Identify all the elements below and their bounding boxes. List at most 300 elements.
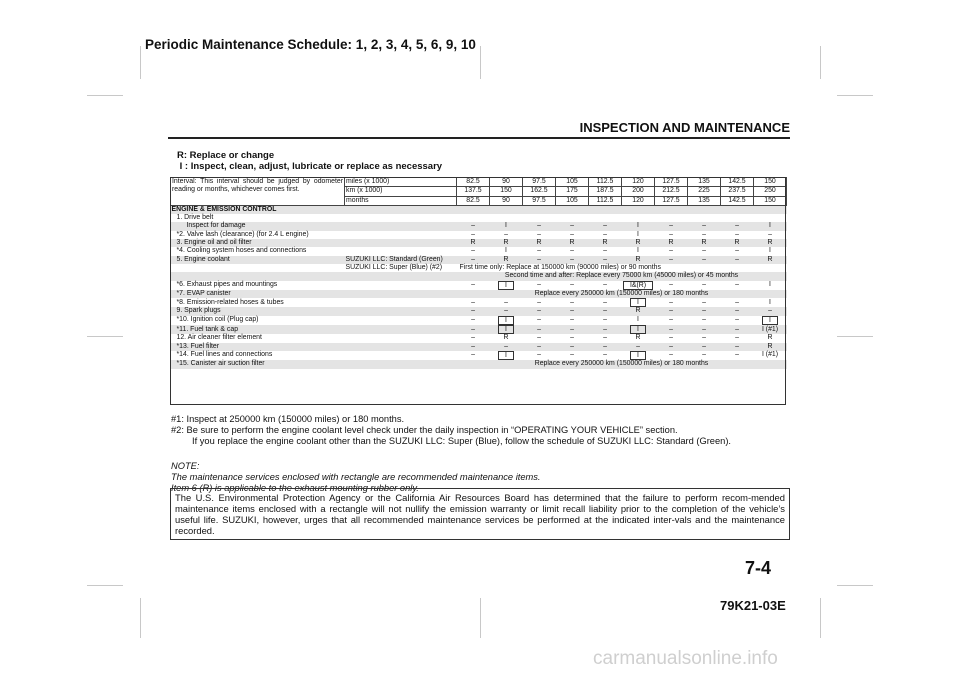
schedule-value: – — [471, 222, 475, 230]
header-cell: 97.5 — [523, 178, 556, 187]
schedule-cell — [655, 256, 688, 264]
table-row — [171, 316, 787, 325]
schedule-cell — [622, 325, 655, 334]
schedule-cell — [490, 325, 523, 334]
schedule-cell — [688, 239, 721, 247]
schedule-value: R — [767, 342, 773, 350]
schedule-cell — [490, 316, 523, 325]
header-cell: 105 — [556, 196, 589, 205]
schedule-value: – — [603, 334, 607, 342]
schedule-value: – — [735, 230, 739, 238]
schedule-cell — [556, 307, 589, 315]
schedule-cell — [688, 351, 721, 360]
schedule-cell — [655, 343, 688, 351]
schedule-value: R — [635, 255, 641, 263]
schedule-cell — [523, 351, 556, 360]
schedule-value: – — [669, 298, 673, 306]
schedule-cell — [622, 316, 655, 325]
schedule-cell — [589, 334, 622, 342]
watermark: carmanualsonline.info — [593, 648, 778, 669]
schedule-cell — [754, 334, 787, 342]
table-row — [171, 290, 787, 298]
schedule-cell — [655, 281, 688, 290]
schedule-value: – — [702, 298, 706, 306]
schedule-value: – — [768, 307, 772, 315]
schedule-cell — [490, 351, 523, 360]
schedule-value: – — [669, 222, 673, 230]
item-label: 12. Air cleaner filter element — [176, 334, 262, 342]
schedule-cell — [523, 239, 556, 247]
table-row — [171, 325, 787, 334]
schedule-value: – — [702, 281, 706, 289]
schedule-cell — [457, 247, 490, 255]
schedule-cell — [622, 256, 655, 264]
schedule-value: – — [471, 230, 475, 238]
schedule-cell — [754, 231, 787, 239]
item-sublabel: SUZUKI LLC: Standard (Green) — [345, 256, 457, 264]
schedule-cell — [688, 307, 721, 315]
schedule-cell — [490, 247, 523, 255]
header-label: miles (x 1000) — [345, 178, 457, 187]
header-cell: 150 — [754, 196, 787, 205]
schedule-cell — [655, 231, 688, 239]
schedule-cell — [457, 231, 490, 239]
schedule-cell — [754, 298, 787, 307]
header-cell: 90 — [490, 178, 523, 187]
schedule-value: – — [669, 351, 673, 359]
item-label: *4. Cooling system hoses and connections — [176, 247, 307, 255]
schedule-value: – — [702, 351, 706, 359]
schedule-value: – — [537, 325, 541, 333]
header-cell: 225 — [688, 187, 721, 196]
table-row — [171, 307, 787, 315]
schedule-cell — [754, 247, 787, 255]
schedule-cell — [457, 239, 490, 247]
schedule-value: – — [471, 247, 475, 255]
section-row — [171, 205, 787, 214]
header-cell: 162.5 — [523, 187, 556, 196]
schedule-value: – — [735, 316, 739, 324]
schedule-value: I — [498, 316, 514, 325]
schedule-cell — [754, 307, 787, 315]
schedule-cell — [754, 281, 787, 290]
schedule-cell — [457, 307, 490, 315]
schedule-cell — [556, 298, 589, 307]
schedule-cell — [655, 222, 688, 230]
item-label: 5. Engine coolant — [171, 256, 345, 264]
schedule-value: I — [498, 325, 514, 334]
schedule-cell — [721, 316, 754, 325]
schedule-cell — [721, 222, 754, 230]
schedule-cell — [589, 307, 622, 315]
item-label: *8. Emission-related hoses & tubes — [176, 298, 284, 306]
schedule-cell — [490, 281, 523, 290]
schedule-value: I — [637, 316, 639, 324]
schedule-cell — [622, 351, 655, 360]
schedule-value: R — [536, 239, 542, 247]
schedule-cell — [556, 222, 589, 230]
schedule-value: R — [734, 239, 740, 247]
schedule-value: – — [471, 298, 475, 306]
schedule-value: I — [630, 298, 646, 307]
schedule-value: – — [537, 316, 541, 324]
header-cell: 137.5 — [457, 187, 490, 196]
item-label: Inspect for damage — [171, 222, 457, 230]
schedule-value: I — [769, 247, 771, 255]
schedule-value: – — [603, 230, 607, 238]
schedule-value: – — [537, 351, 541, 359]
schedule-cell — [589, 281, 622, 290]
schedule-value: – — [669, 316, 673, 324]
schedule-cell — [523, 222, 556, 230]
header-cell: 150 — [754, 178, 787, 187]
item-label: *13. Fuel filter — [171, 343, 457, 351]
schedule-value: – — [603, 298, 607, 306]
schedule-value: – — [702, 307, 706, 315]
schedule-cell — [688, 298, 721, 307]
footnote-2-continued: If you replace the engine coolant other than the SUZUKI LLC: Super (Blue), follow the schedule of SUZUKI LLC: Standard (Green). — [192, 436, 731, 447]
crop-mark — [87, 585, 123, 586]
schedule-value: – — [537, 230, 541, 238]
header-cell: 212.5 — [655, 187, 688, 196]
schedule-cell — [754, 256, 787, 264]
schedule-value: – — [603, 342, 607, 350]
crop-mark — [140, 46, 141, 79]
schedule-cell — [655, 239, 688, 247]
header-cell: 135 — [688, 196, 721, 205]
schedule-value: – — [504, 298, 508, 306]
header-cell: 250 — [754, 187, 787, 196]
schedule-cell — [523, 325, 556, 334]
schedule-value: – — [570, 298, 574, 306]
schedule-cell — [490, 256, 523, 264]
schedule-value: – — [570, 325, 574, 333]
schedule-value: – — [471, 316, 475, 324]
schedule-cell — [523, 298, 556, 307]
item-label: 1. Drive belt — [176, 214, 214, 222]
schedule-cell — [622, 334, 655, 342]
schedule-value: – — [570, 230, 574, 238]
schedule-value: – — [735, 325, 739, 333]
schedule-cell — [457, 222, 490, 230]
schedule-cell — [688, 231, 721, 239]
schedule-value: – — [702, 222, 706, 230]
schedule-value: – — [537, 298, 541, 306]
item-label: 9. Spark plugs — [171, 307, 457, 315]
schedule-value: R — [767, 239, 773, 247]
schedule-value: – — [537, 247, 541, 255]
page-header-title: Periodic Maintenance Schedule: 1, 2, 3, 4, 5, 6, 9, 10 — [145, 37, 476, 52]
header-cell: 175 — [556, 187, 589, 196]
section-title: INSPECTION AND MAINTENANCE — [579, 120, 790, 135]
schedule-cell — [688, 325, 721, 334]
note-line-2: Item 6 (R) is applicable to the exhaust mounting rubber only. — [171, 482, 419, 493]
schedule-cell — [490, 343, 523, 351]
footnotes — [171, 414, 791, 448]
schedule-value: I (#1) — [761, 351, 779, 359]
schedule-value: – — [735, 247, 739, 255]
schedule-cell — [655, 316, 688, 325]
schedule-cell — [523, 247, 556, 255]
header-cell: 97.5 — [523, 196, 556, 205]
schedule-cell — [523, 307, 556, 315]
schedule-cell — [655, 298, 688, 307]
schedule-value: – — [669, 325, 673, 333]
schedule-value: R — [602, 239, 608, 247]
schedule-cell — [523, 256, 556, 264]
schedule-value: I — [505, 222, 507, 230]
footnote-1: #1: Inspect at 250000 km (150000 miles) or 180 months. — [171, 414, 405, 424]
schedule-value: I — [498, 281, 514, 290]
schedule-value: – — [669, 230, 673, 238]
schedule-cell — [490, 334, 523, 342]
schedule-value: I — [637, 247, 639, 255]
schedule-cell — [523, 231, 556, 239]
schedule-cell — [556, 343, 589, 351]
schedule-cell — [622, 247, 655, 255]
schedule-value: – — [735, 351, 739, 359]
schedule-value: – — [702, 334, 706, 342]
item-sublabel: SUZUKI LLC: Super (Blue) (#2) — [345, 263, 443, 271]
schedule-value: – — [537, 281, 541, 289]
item-label: *10. Ignition coil (Plug cap) — [176, 316, 259, 324]
footnote-2: #2: Be sure to perform the engine coolant level check under the daily inspection in “OPERATING YOUR VEHICLE” section. — [171, 425, 678, 436]
crop-mark — [820, 598, 821, 638]
legend — [177, 150, 442, 172]
item-label: *15. Canister air suction filter — [171, 360, 457, 368]
schedule-value: I — [769, 298, 771, 306]
schedule-cell — [556, 316, 589, 325]
crop-mark — [837, 585, 873, 586]
epa-notice-box: The U.S. Environmental Protection Agency or the California Air Resources Board has determined that the failure to perform recom-mended maintenance items enclosed with a rectangle will not nullify the emission warranty or limit recall liability prior to the completion of the vehicle’s useful life. SUZUKI, however, urges that all recommended maintenance services be performed at the indicated inter-vals and the maintenance recorded. — [170, 488, 790, 540]
schedule-value: – — [735, 298, 739, 306]
schedule-value: R — [635, 239, 641, 247]
schedule-cell — [754, 343, 787, 351]
schedule-value: I&(R) — [623, 281, 653, 290]
schedule-value: – — [702, 316, 706, 324]
schedule-value: – — [471, 307, 475, 315]
interval-description: Interval: This interval should be judged by odometer reading or months, whichever comes first. — [171, 178, 345, 206]
schedule-cell — [490, 222, 523, 230]
schedule-cell — [622, 222, 655, 230]
schedule-cell — [490, 307, 523, 315]
schedule-cell — [655, 325, 688, 334]
schedule-value: – — [570, 316, 574, 324]
item-label: *6. Exhaust pipes and mountings — [176, 281, 278, 289]
schedule-cell — [556, 231, 589, 239]
schedule-value: I — [498, 351, 514, 360]
schedule-cell — [457, 316, 490, 325]
schedule-value: – — [570, 281, 574, 289]
schedule-cell — [556, 239, 589, 247]
schedule-value: I — [769, 281, 771, 289]
item-label: *7. EVAP canister — [171, 290, 457, 298]
header-cell: 150 — [490, 187, 523, 196]
schedule-cell — [589, 351, 622, 360]
schedule-cell — [655, 247, 688, 255]
schedule-value: – — [570, 307, 574, 315]
coolant-first-replace: First time only: Replace at 150000 km (90000 miles) or 90 months — [459, 263, 661, 271]
crop-mark — [837, 95, 873, 96]
schedule-value: – — [603, 351, 607, 359]
schedule-value: – — [603, 307, 607, 315]
schedule-value: – — [735, 281, 739, 289]
schedule-value: R — [503, 239, 509, 247]
schedule-cell — [622, 239, 655, 247]
schedule-value: – — [735, 255, 739, 263]
header-cell: 120 — [622, 178, 655, 187]
header-cell: 200 — [622, 187, 655, 196]
section-label: ENGINE & EMISSION CONTROL — [171, 205, 787, 214]
schedule-cell — [721, 343, 754, 351]
schedule-value: – — [603, 281, 607, 289]
schedule-value: – — [768, 230, 772, 238]
schedule-value: – — [570, 342, 574, 350]
header-cell: 237.5 — [721, 187, 754, 196]
item-label: *14. Fuel lines and connections — [176, 351, 273, 359]
schedule-value: – — [702, 325, 706, 333]
header-cell: 82.5 — [457, 178, 490, 187]
schedule-value: – — [702, 230, 706, 238]
schedule-cell — [688, 222, 721, 230]
schedule-value: – — [669, 334, 673, 342]
schedule-value: – — [504, 307, 508, 315]
schedule-value: – — [471, 281, 475, 289]
legend-inspect: I : Inspect, clean, adjust, lubricate or replace as necessary — [177, 161, 443, 172]
schedule-cell — [622, 298, 655, 307]
header-cell: 135 — [688, 178, 721, 187]
schedule-cell — [589, 239, 622, 247]
header-label: months — [345, 196, 457, 205]
schedule-value: – — [471, 255, 475, 263]
header-cell: 127.5 — [655, 178, 688, 187]
crop-mark — [837, 336, 873, 337]
schedule-cell — [589, 222, 622, 230]
schedule-cell — [457, 256, 490, 264]
table-row — [171, 214, 787, 222]
schedule-cell — [556, 334, 589, 342]
schedule-value: – — [537, 307, 541, 315]
page-number: 7-4 — [745, 558, 772, 578]
schedule-cell — [754, 325, 787, 334]
schedule-cell — [523, 334, 556, 342]
schedule-cell — [589, 298, 622, 307]
schedule-cell — [754, 351, 787, 360]
schedule-cell — [490, 239, 523, 247]
schedule-value: R — [767, 334, 773, 342]
schedule-value: – — [735, 334, 739, 342]
schedule-cell — [556, 247, 589, 255]
schedule-cell — [688, 343, 721, 351]
schedule-value: – — [570, 351, 574, 359]
schedule-value: – — [570, 247, 574, 255]
table-row — [171, 239, 787, 247]
schedule-value: – — [570, 255, 574, 263]
table-row — [171, 256, 787, 264]
schedule-cell — [688, 256, 721, 264]
legend-replace: R: Replace or change — [177, 150, 275, 161]
header-cell: 120 — [622, 196, 655, 205]
schedule-value: – — [603, 222, 607, 230]
schedule-cell — [589, 325, 622, 334]
schedule-value: – — [702, 255, 706, 263]
document-code: 79K21-03E — [720, 598, 786, 613]
schedule-cell — [688, 281, 721, 290]
header-cell: 112.5 — [589, 178, 622, 187]
schedule-value: – — [471, 351, 475, 359]
schedule-value: – — [702, 342, 706, 350]
schedule-cell — [622, 307, 655, 315]
schedule-cell — [721, 231, 754, 239]
header-row-miles — [171, 178, 787, 187]
item-label: *2. Valve lash (clearance) (for 2.4 L engine) — [176, 230, 309, 238]
header-cell: 105 — [556, 178, 589, 187]
schedule-value: – — [735, 342, 739, 350]
schedule-value: I — [637, 222, 639, 230]
header-cell: 187.5 — [589, 187, 622, 196]
header-cell: 90 — [490, 196, 523, 205]
schedule-value: R — [635, 307, 641, 315]
schedule-value: I — [630, 325, 646, 334]
table-row — [171, 343, 787, 351]
schedule-cell — [721, 298, 754, 307]
schedule-value: – — [504, 230, 508, 238]
schedule-value: – — [537, 334, 541, 342]
schedule-cell — [754, 239, 787, 247]
schedule-value: I — [630, 351, 646, 360]
crop-mark — [87, 95, 123, 96]
header-rule — [168, 137, 790, 139]
header-cell: 127.5 — [655, 196, 688, 205]
schedule-cell — [589, 316, 622, 325]
schedule-value: – — [603, 316, 607, 324]
table-row — [171, 298, 787, 307]
schedule-value: – — [471, 342, 475, 350]
schedule-cell — [589, 247, 622, 255]
schedule-cell — [721, 325, 754, 334]
schedule-cell — [523, 316, 556, 325]
schedule-cell — [457, 281, 490, 290]
schedule-value: I — [637, 230, 639, 238]
schedule-value: I — [762, 316, 778, 325]
table-row — [171, 264, 787, 272]
schedule-cell — [622, 231, 655, 239]
table-row — [171, 247, 787, 255]
schedule-value: R — [668, 239, 674, 247]
schedule-value: – — [735, 222, 739, 230]
schedule-cell — [721, 281, 754, 290]
schedule-value: R — [701, 239, 707, 247]
schedule-value: – — [636, 342, 640, 350]
schedule-cell — [754, 316, 787, 325]
schedule-cell — [721, 247, 754, 255]
schedule-cell — [688, 334, 721, 342]
note-label: NOTE: — [171, 461, 200, 471]
crop-mark — [820, 46, 821, 79]
schedule-value: – — [471, 325, 475, 333]
item-label: *11. Fuel tank & cap — [171, 325, 457, 334]
schedule-value: – — [669, 307, 673, 315]
schedule-cell — [721, 334, 754, 342]
schedule-value: R — [767, 255, 773, 263]
table-row — [171, 351, 787, 360]
schedule-value: – — [669, 255, 673, 263]
schedule-cell — [754, 222, 787, 230]
header-cell: 112.5 — [589, 196, 622, 205]
schedule-value: – — [471, 334, 475, 342]
schedule-cell — [556, 281, 589, 290]
schedule-cell — [556, 351, 589, 360]
